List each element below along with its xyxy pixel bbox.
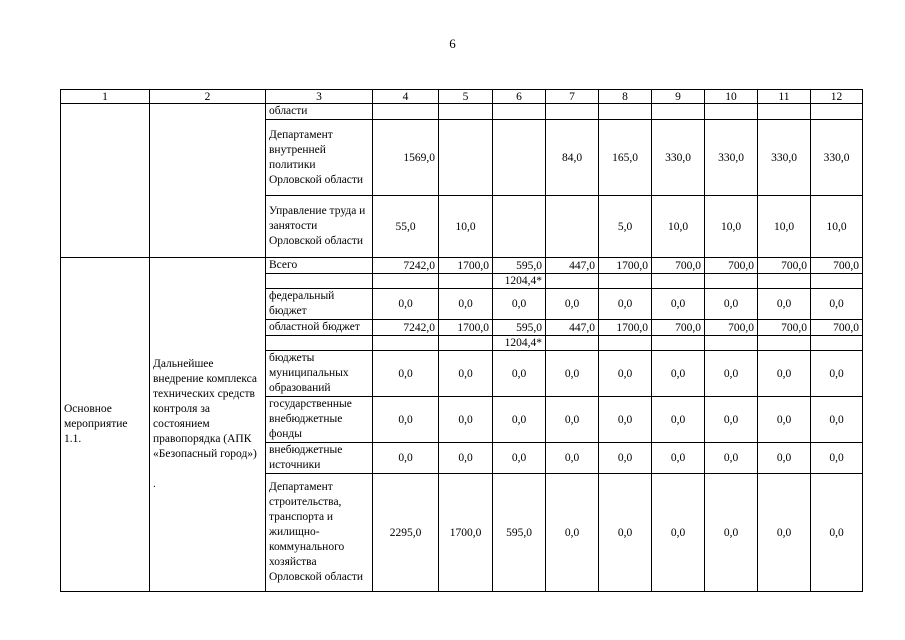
value-cell: 0,0 xyxy=(546,351,599,397)
value-cell xyxy=(373,274,439,289)
value-cell: 0,0 xyxy=(546,474,599,592)
value-cell xyxy=(758,104,811,120)
header-cell: 11 xyxy=(758,90,811,104)
value-cell: 1700,0 xyxy=(599,320,652,336)
source-cell: бюджеты муниципальных образований xyxy=(266,351,373,397)
value-cell: 0,0 xyxy=(705,351,758,397)
value-cell xyxy=(652,104,705,120)
value-cell: 700,0 xyxy=(758,320,811,336)
value-cell: 10,0 xyxy=(652,196,705,258)
source-cell: областной бюджет xyxy=(266,320,373,336)
value-cell: 0,0 xyxy=(758,289,811,320)
value-cell: 7242,0 xyxy=(373,320,439,336)
source-cell: федеральный бюджет xyxy=(266,289,373,320)
header-cell: 5 xyxy=(439,90,493,104)
header-cell: 8 xyxy=(599,90,652,104)
value-cell: 700,0 xyxy=(811,258,863,274)
value-cell xyxy=(373,104,439,120)
value-cell: 0,0 xyxy=(705,397,758,443)
source-cell: внебюджетные источники xyxy=(266,443,373,474)
value-cell xyxy=(546,196,599,258)
header-cell: 2 xyxy=(150,90,266,104)
value-cell xyxy=(546,104,599,120)
header-cell: 3 xyxy=(266,90,373,104)
source-cell: Управление труда и занятости Орловской области xyxy=(266,196,373,258)
page-number: 6 xyxy=(449,36,456,51)
value-cell xyxy=(599,274,652,289)
header-cell: 10 xyxy=(705,90,758,104)
value-cell xyxy=(652,336,705,351)
value-cell: 1204,4* xyxy=(493,336,546,351)
value-cell xyxy=(493,120,546,196)
value-cell xyxy=(705,104,758,120)
value-cell: 10,0 xyxy=(439,196,493,258)
source-cell: Департамент внутренней политики Орловской области xyxy=(266,120,373,196)
value-cell: 0,0 xyxy=(493,351,546,397)
source-cell xyxy=(266,336,373,351)
value-cell xyxy=(811,104,863,120)
value-cell: 0,0 xyxy=(599,474,652,592)
measure-title: Дальнейшее внедрение комплекса технических средств контроля за состоянием правопорядка (АПК «Безопасный город») xyxy=(153,358,257,460)
value-cell: 700,0 xyxy=(705,320,758,336)
value-cell: 0,0 xyxy=(373,351,439,397)
value-cell: 0,0 xyxy=(758,443,811,474)
value-cell xyxy=(493,196,546,258)
value-cell: 330,0 xyxy=(652,120,705,196)
source-cell: Всего xyxy=(266,258,373,274)
value-cell: 0,0 xyxy=(599,289,652,320)
value-cell: 0,0 xyxy=(811,397,863,443)
value-cell xyxy=(439,274,493,289)
source-cell: государственные внебюджетные фонды xyxy=(266,397,373,443)
value-cell xyxy=(439,104,493,120)
value-cell xyxy=(493,104,546,120)
value-cell: 0,0 xyxy=(439,397,493,443)
source-cell: области xyxy=(266,104,373,120)
source-cell: Департамент строительства, транспорта и жилищно-коммунального хозяйства Орловской области xyxy=(266,474,373,592)
value-cell xyxy=(705,336,758,351)
table-row xyxy=(61,258,863,274)
value-cell: 7242,0 xyxy=(373,258,439,274)
value-cell: 1700,0 xyxy=(439,474,493,592)
value-cell: 10,0 xyxy=(811,196,863,258)
value-cell: 0,0 xyxy=(373,289,439,320)
value-cell: 0,0 xyxy=(652,397,705,443)
value-cell: 0,0 xyxy=(652,443,705,474)
value-cell: 0,0 xyxy=(811,474,863,592)
value-cell: 700,0 xyxy=(811,320,863,336)
value-cell: 0,0 xyxy=(758,397,811,443)
value-cell: 0,0 xyxy=(546,443,599,474)
measure-mark: . xyxy=(153,478,156,490)
value-cell: 1700,0 xyxy=(439,320,493,336)
value-cell: 0,0 xyxy=(439,351,493,397)
measure-title-cell xyxy=(150,258,266,592)
header-cell: 12 xyxy=(811,90,863,104)
value-cell: 0,0 xyxy=(811,443,863,474)
value-cell xyxy=(652,274,705,289)
measure-id-cell: Основное мероприятие 1.1. xyxy=(61,258,150,592)
value-cell: 1204,4* xyxy=(493,274,546,289)
value-cell: 0,0 xyxy=(652,351,705,397)
value-cell: 1700,0 xyxy=(599,258,652,274)
value-cell: 595,0 xyxy=(493,474,546,592)
value-cell xyxy=(546,336,599,351)
value-cell: 0,0 xyxy=(705,474,758,592)
value-cell: 0,0 xyxy=(705,443,758,474)
value-cell xyxy=(811,274,863,289)
value-cell: 595,0 xyxy=(493,258,546,274)
value-cell: 0,0 xyxy=(493,397,546,443)
header-cell: 7 xyxy=(546,90,599,104)
value-cell: 0,0 xyxy=(599,397,652,443)
value-cell: 0,0 xyxy=(439,289,493,320)
value-cell: 330,0 xyxy=(758,120,811,196)
value-cell: 0,0 xyxy=(373,397,439,443)
value-cell: 2295,0 xyxy=(373,474,439,592)
table-row xyxy=(61,104,863,120)
value-cell: 0,0 xyxy=(811,351,863,397)
value-cell: 0,0 xyxy=(652,289,705,320)
value-cell: 700,0 xyxy=(652,320,705,336)
value-cell: 165,0 xyxy=(599,120,652,196)
value-cell: 0,0 xyxy=(493,289,546,320)
value-cell: 0,0 xyxy=(546,289,599,320)
value-cell: 10,0 xyxy=(705,196,758,258)
value-cell xyxy=(758,274,811,289)
value-cell: 0,0 xyxy=(439,443,493,474)
budget-table xyxy=(60,89,863,592)
value-cell: 5,0 xyxy=(599,196,652,258)
value-cell: 10,0 xyxy=(758,196,811,258)
value-cell: 0,0 xyxy=(493,443,546,474)
value-cell: 0,0 xyxy=(811,289,863,320)
header-cell: 9 xyxy=(652,90,705,104)
value-cell: 0,0 xyxy=(758,474,811,592)
value-cell: 447,0 xyxy=(546,320,599,336)
value-cell: 330,0 xyxy=(811,120,863,196)
value-cell xyxy=(811,336,863,351)
value-cell: 0,0 xyxy=(652,474,705,592)
value-cell xyxy=(439,120,493,196)
value-cell: 84,0 xyxy=(546,120,599,196)
value-cell: 595,0 xyxy=(493,320,546,336)
value-cell xyxy=(758,336,811,351)
value-cell: 0,0 xyxy=(599,443,652,474)
value-cell: 0,0 xyxy=(373,443,439,474)
value-cell xyxy=(373,336,439,351)
value-cell: 330,0 xyxy=(705,120,758,196)
value-cell: 700,0 xyxy=(758,258,811,274)
value-cell: 447,0 xyxy=(546,258,599,274)
header-cell: 6 xyxy=(493,90,546,104)
value-cell xyxy=(599,336,652,351)
header-row xyxy=(61,90,863,104)
value-cell: 700,0 xyxy=(652,258,705,274)
empty-cell xyxy=(150,104,266,258)
value-cell xyxy=(439,336,493,351)
value-cell: 1700,0 xyxy=(439,258,493,274)
value-cell xyxy=(599,104,652,120)
value-cell: 55,0 xyxy=(373,196,439,258)
source-cell xyxy=(266,274,373,289)
header-cell: 1 xyxy=(61,90,150,104)
header-cell: 4 xyxy=(373,90,439,104)
value-cell: 0,0 xyxy=(758,351,811,397)
value-cell: 0,0 xyxy=(599,351,652,397)
value-cell: 0,0 xyxy=(705,289,758,320)
value-cell: 700,0 xyxy=(705,258,758,274)
empty-cell xyxy=(61,104,150,258)
value-cell: 1569,0 xyxy=(373,120,439,196)
value-cell xyxy=(705,274,758,289)
value-cell: 0,0 xyxy=(546,397,599,443)
value-cell xyxy=(546,274,599,289)
